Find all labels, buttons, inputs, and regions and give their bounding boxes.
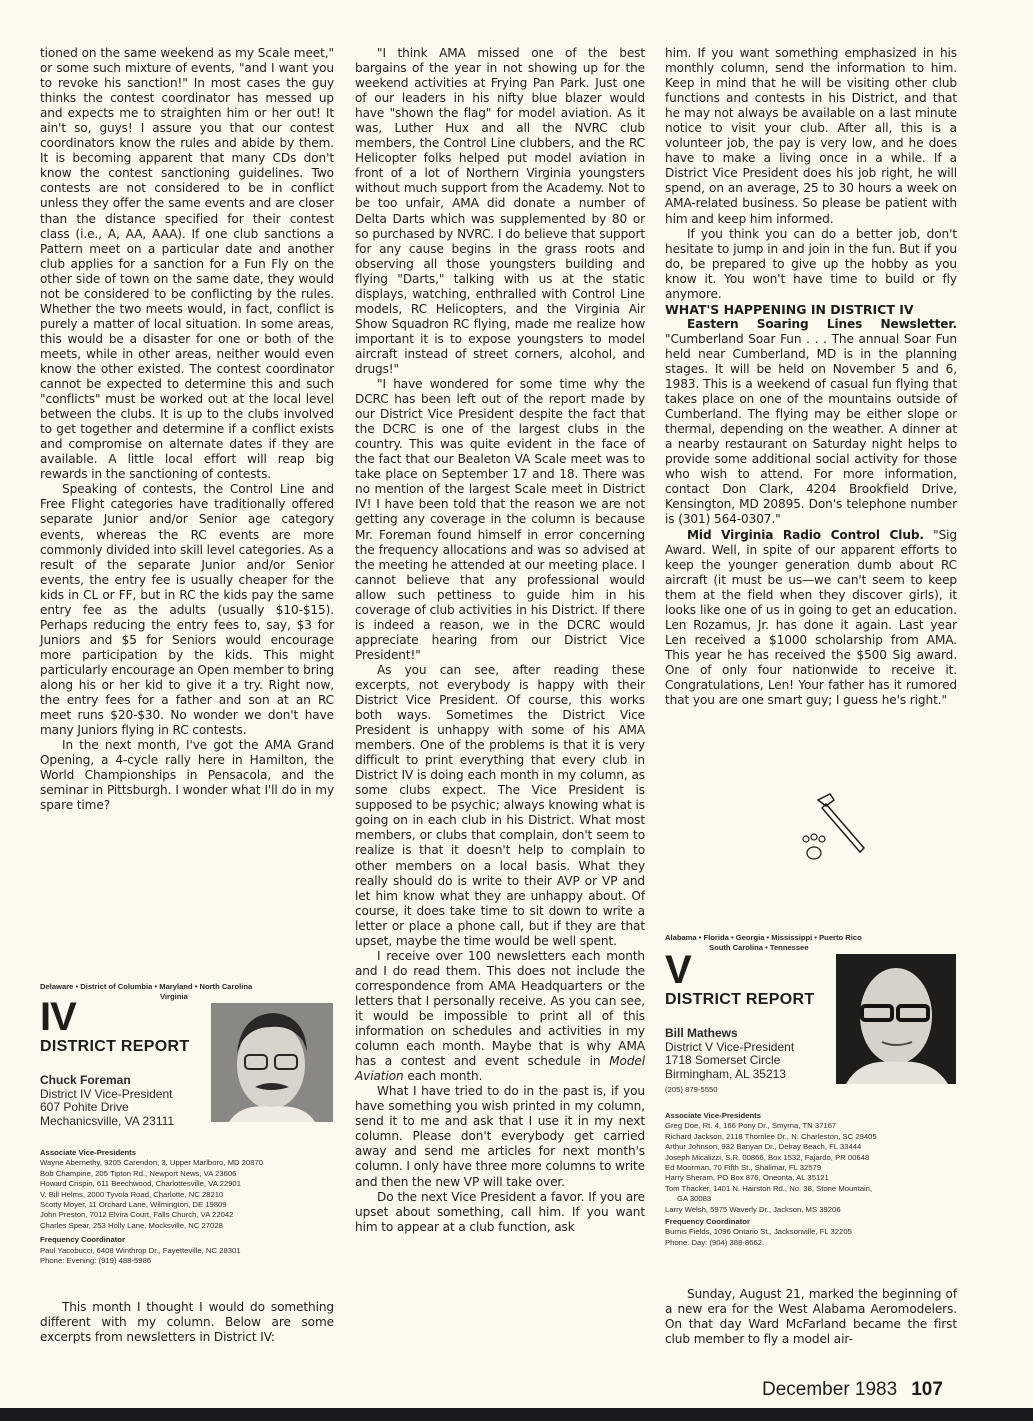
vp-title: District IV Vice-President xyxy=(40,1086,173,1101)
assoc-item: Charles Spear, 253 Holly Lane, Mocksville, NC 27028 xyxy=(40,1220,223,1230)
col2-paragraph-3: As you can see, after reading these excerpts, not everybody is happy with their District Vice President. Of course, this works both ways. Sometimes the District Vice President is unhappy with some of his AMA members. One of the problems is that it is very difficult to print everything that every club in District IV is doing each month in my column, as some clubs expect. The Vice President is supposed to be psychic; always knowing what is going on in each club in his District. What most members, or clubs that complain, don't seem to realize is that it doesn't help to complain to other members on a local basis. What they really should do is write to their AVP or VP and let him know what they are unhappy about. Of course, it does take time to sit down to write a letter or place a phone call, but if they are that upset, maybe the time would be well spent. xyxy=(355,662,645,948)
freq-line-2: Phone: Evening: (919) 488-5986 xyxy=(40,1256,152,1266)
vp-phone: (205) 879-5550 xyxy=(665,1085,718,1095)
col3-paragraph-1: him. If you want something emphasized in his monthly column, send the information to him. Keep in mind that he will be visiting other club functions and contests in his District, and that he may not always be available on a last minute notice to visit your club. After all, this is a volunteer job, the pay is very low, and he does have to make a living once in a while. If a District Vice President does his job right, he will spend, on an average, 25 to 30 hours a week on AMA-related business. So please be patient with him and keep him informed. xyxy=(665,46,957,226)
assoc-item: Wayne Abernethy, 9205 Carendon, 3, Upper Marlboro, MD 20870 xyxy=(40,1158,264,1168)
vp-address-1: 1718 Somerset Circle xyxy=(665,1053,781,1068)
column-1 xyxy=(40,46,334,813)
assoc-item: Howard Crispin, 611 Beechwood, Charlottesville, VA 22901 xyxy=(40,1179,241,1189)
district-5-title: DISTRICT REPORT xyxy=(665,991,815,1008)
freq-title: Frequency Coordinator xyxy=(40,1235,125,1245)
col3-paragraph-3: Eastern Soaring Lines Newsletter. "Cumberland Soar Fun . . . The annual Soar Fun held near Cumberland, MD is in the planning stages. It will be held on November 5 and 6, 1983. This is a weekend of casual fun flying that takes place on one of the mountains outside of Cumberland. The flying may be either slope or thermal, depending on the weather. A dinner at a nearby restaurant on Saturday night helps to provide some additional social activity for those who wish to attend. For more information, contact Don Clark, 4204 Brookfield Drive, Kensington, MD 20895. Don's telephone number is (301) 564-0307." xyxy=(665,316,957,527)
district-5-numeral: V xyxy=(665,948,691,992)
club-name: Mid Virginia Radio Control Club. xyxy=(687,527,924,542)
assoc-item: V. Bill Helms, 2000 Tyvola Road, Charlotte, NC 28210 xyxy=(40,1189,224,1199)
magazine-title: Model Aviation xyxy=(355,1054,645,1084)
district-4-associates xyxy=(40,1148,360,1266)
assoc-title: Associate Vice-Presidents xyxy=(665,1111,761,1120)
freq-line-1: Burnis Fields, 1096 Ontario St., Jacksonville, FL 32205 xyxy=(665,1227,852,1237)
district-4-numeral: IV xyxy=(40,995,76,1039)
vp-title: District V Vice-President xyxy=(665,1039,795,1054)
district-4-vp-photo xyxy=(211,1003,333,1122)
assoc-item: Harry Sheram, PO Box 876, Oneonta, AL 35121 xyxy=(665,1173,829,1183)
vp-address-2: Mechanicsville, VA 23111 xyxy=(40,1113,175,1128)
freq-line-1: Paul Yacobucci, 6408 Winthrop Dr., Fayetteville, NC 28301 xyxy=(40,1245,241,1255)
col1-paragraph-4: This month I thought I would do something different with my column. Below are some excerpts from newsletters in District IV: xyxy=(40,1300,334,1345)
freq-title: Frequency Coordinator xyxy=(665,1217,750,1227)
assoc-item: Larry Welsh, 5975 Waverly Dr., Jackson, MS 39206 xyxy=(665,1204,841,1214)
district-5-associates xyxy=(665,1111,985,1248)
district-5-vp-photo xyxy=(836,954,956,1084)
assoc-item: Arthur Johnson, 932 Banyan Dr., Delray Beach, FL 33444 xyxy=(665,1142,862,1152)
paw-print-icon xyxy=(798,833,832,865)
freq-line-2: Phone. Day: (904) 388-8662. xyxy=(665,1237,765,1247)
col2-paragraph-2: "I have wondered for some time why the DCRC has been left out of the report made by our District Vice President despite the fact that the DCRC is one of the largest clubs in the country. This was quite evident in the face of the fact that our Bealeton VA Scale meet was to take place on September 17 and 18. There was no mention of the largest Scale meet in District IV! I have been told that the reason we are not getting any coverage in the column is because Mr. Foreman found himself in error concerning the frequency allocations and was so advised at the meeting he attended at our meeting place. I cannot believe that any professional would allow such pettiness to guide him in his coverage of club activities in his District. If there is indeed a reason, we in the DCRC would appreciate hearing from our District Vice President!" xyxy=(355,377,645,662)
col1-paragraph-2: Speaking of contests, the Control Line and Free Flight categories have traditionally offered separate Junior and/or Senior age category events, whereas the RC events are more commonly divided into skill level categories. As a result of the separate Junior and/or Senior events, the entry fee is usually cheaper for the kids in CL or FF, but in RC the kids pay the same entry fee as the adults (usually $10-$15). Perhaps reducing the entry fees to, say, $3 for Juniors and $5 for Seniors would encourage more participation by the kids. This might particularly encourage an Open member to bring along his or her kid to give it a try. Right now, the entry fees for a father and son at an RC meet runs $20-$30. No wonder we don't have many Juniors flying in RC contests. xyxy=(40,482,334,738)
district-4-states: Delaware • District of Columbia • Maryland • North Carolina Virginia xyxy=(40,982,253,1001)
vp-address-2: Birmingham, AL 35213 xyxy=(665,1066,786,1081)
district-5-states: Alabama • Florida • Georgia • Mississippi • Puerto Rico South Carolina • Tennessee xyxy=(665,933,862,952)
portrait-icon xyxy=(836,954,956,1084)
assoc-item: Tom Thacker, 1401 N. Hairston Rd., No. 38, Stone Mountain, xyxy=(665,1183,873,1193)
district-4-title: DISTRICT REPORT xyxy=(40,1038,190,1055)
column-2 xyxy=(355,46,645,1235)
vp-address-1: 607 Pohite Drive xyxy=(40,1100,129,1115)
assoc-item: John Preston, 7012 Elvira Court, Falls Church, VA 22042 xyxy=(40,1210,234,1220)
assoc-item: GA 30083 xyxy=(677,1194,712,1204)
col1-paragraph-3: In the next month, I've got the AMA Grand Opening, a 4-cycle rally here in Hamilton, the World Championships in Pensacola, and the seminar in Pittsburgh. I wonder what I'll do in my spare time? xyxy=(40,738,334,813)
page-number: 107 xyxy=(911,1379,943,1400)
column-3-bottom xyxy=(665,1287,957,1347)
assoc-item: Richard Jackson, 2118 Thornlee Dr., N. Charleston, SC 29405 xyxy=(665,1131,877,1141)
page-footer xyxy=(762,1379,943,1401)
col2-paragraph-4: I receive over 100 newsletters each month and I do read them. This does not include the correspondence from AMA Headquarters or the letters that I personally receive. As you can see, it would be impossible to print all of this information on schedules and activities in my column each month. Maybe that is why AMA has a contest and event schedule in Model Aviation each month. xyxy=(355,948,645,1084)
vp-name: Bill Mathews xyxy=(665,1026,738,1040)
col2-paragraph-5: What I have tried to do in the past is, if you have something you wish printed in my column, send it to me and ask that I use it in my next column. Please don't everybody get carried away and send me articles for next month's column. I only have three more columns to write and then the new VP will take over. xyxy=(355,1084,645,1189)
assoc-item: Scotty Moyer, 11 Orchard Lane, Wilmington, DE 19809 xyxy=(40,1200,227,1210)
assoc-item: Ed Moorman, 70 Fifth St., Shalimar, FL 32579 xyxy=(665,1163,822,1173)
col2-paragraph-1: "I think AMA missed one of the best bargains of the year in not showing up for the weekend activities at Frying Pan Park. Just one of our leaders in his nifty blue blazer would have "shown the flag" for model aviation. As it was, Luther Hux and all the NVRC club members, the Control Line clubbers, and the RC Helicopter folks helped put model aviation in front of a lot of Northern Virginia youngsters without much support from the Academy. Not to be too unfair, AMA did donate a number of Delta Darts which was supplemented by 80 or so purchased by NVRC. I do believe that support for any cause begins in the grass roots and observing all those youngsters building and flying "Darts," talking with us at the static displays, watching, enthralled with Control Line models, RC Helicopters, and the Virginia Air Show Squadron RC flying, made me realize how important it is to expose youngsters to model aircraft instead of street corners, alcohol, and drugs!" xyxy=(355,46,645,376)
issue-date: December 1983 xyxy=(762,1379,898,1400)
col3-paragraph-2: If you think you can do a better job, don't hesitate to jump in and join in the fun. But if you do, be prepared to give up the hobby as you know it. You won't have time to build or fly anymore. xyxy=(665,226,957,301)
portrait-icon xyxy=(211,1003,333,1122)
col1-paragraph-1: tioned on the same weekend as my Scale meet," or some such mixture of events, "and I want you to revoke his sanction!" In most cases the guy thinks the contest coordinator has messed up and expects me to straighten him or her out! It ain't so, guys! I assure you that our contest coordinators know the rules and abide by them. It is becoming apparent that many CDs don't know the contest sanctioning guidelines. Two contests are not considered to be in conflict unless they offer the same events and are closer than the distance specified for their contest class (i.e., A, AA, AAA). If one club sanctions a Pattern meet on a particular date and another club applies for a sanction for a Fun Fly on the other side of town on the same date, they would not be considered to be conflicting by the rules. Whether the two meets would, in fact, conflict is purely a matter of local situation. In some areas, this would be a disaster for one or both of the meets, while in other areas, neither would even know the other existed. The contest coordinator cannot be expected to determine this and such "conflicts" must be worked out at the local level between the clubs. It is up to the clubs involved to get together and determine if a conflict exists and compromise on alternate dates if they are available. A little local effort will reap big rewards in the sanctioning of contests. xyxy=(40,46,334,482)
assoc-item: Joseph Micalizzi, S.R. 00866, Box 1532, Fajardo, PR 00648 xyxy=(665,1152,870,1162)
assoc-item: Bob Champine, 205 Tipton Rd., Newport News, VA 23606 xyxy=(40,1168,237,1178)
col3-paragraph-5: Sunday, August 21, marked the beginning of a new era for the West Alabama Aeromodelers. On that day Ward McFarland became the first club member to fly a model air- xyxy=(665,1287,957,1347)
column-1-bottom xyxy=(40,1300,334,1345)
section-heading: WHAT'S HAPPENING IN DISTRICT IV xyxy=(665,301,914,317)
assoc-title: Associate Vice-Presidents xyxy=(40,1148,136,1157)
vp-name: Chuck Foreman xyxy=(40,1073,131,1087)
col2-paragraph-6: Do the next Vice President a favor. If you are upset about something, call him. If you want him to appear at a club function, ask xyxy=(355,1189,645,1234)
scan-edge xyxy=(0,1408,1033,1421)
column-3 xyxy=(665,46,957,708)
newsletter-name: Eastern Soaring Lines Newsletter. xyxy=(687,316,957,331)
col3-paragraph-4: Mid Virginia Radio Control Club. "Sig Award. Well, in spite of our apparent efforts to keep the younger generation dumb about RC aircraft (it must be us—we can't seem to keep them at the field when they discover girls), it looks like one of us in going to get an education. Len Rozamus, Jr. has done it again. Last year Len received a $1000 scholarship from AMA. This year he has received the $500 Sig award. One of only four nationwide to receive it. Congratulations, Len! Your father has it rumored that you are one smart guy; I guess he's right." xyxy=(665,527,958,708)
assoc-item: Greg Doe, Rt. 4, 166 Pony Dr., Smyrna, TN 37167 xyxy=(665,1121,837,1131)
